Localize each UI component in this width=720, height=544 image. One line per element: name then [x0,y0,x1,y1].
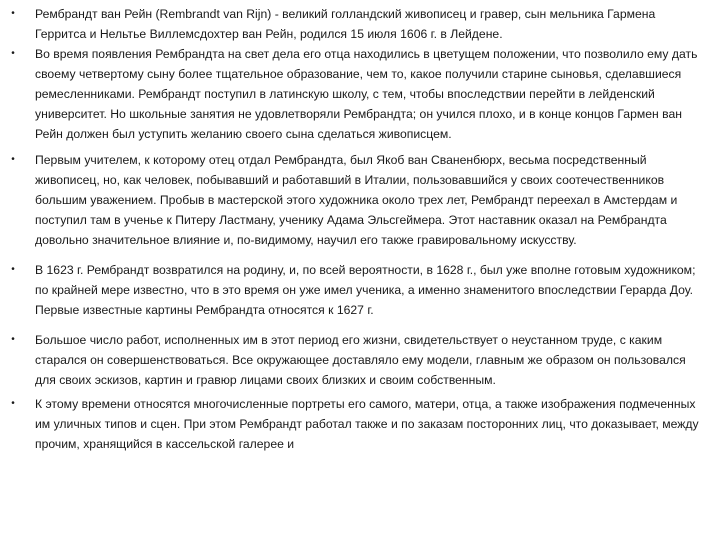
paragraph-text: В 1623 г. Рембрандт возвратился на родину, и, по всей вероятности, в 1628 г., был уже вполне готовым художником; по крайней мере известно, что в это время он уже имел ученика, а именно знаменитого впоследствии Герарда Доу. Первые известные картины Рембрандта относятся к 1627 г. [35,263,696,317]
bullet-icon: • [11,154,15,165]
paragraph-text: Большое число работ, исполненных им в этот период его жизни, свидетельствует о неустанном труде, с каким старался он совершенствоваться. Все окружающее доставляло ему модели, главным же образом он пользовался для своих эскизов, картин и гравюр лицами своих близких и своим собственным. [35,333,686,387]
paragraph-text: Рембрандт ван Рейн (Rembrandt van Rijn) - великий голландский живописец и гравер, сын мельника Гармена Герритса и Нельтье Виллемсдохтер ван Рейн, родился 15 июля 1606 г. в Лейдене. [35,7,656,41]
bullet-icon: • [11,334,15,345]
paragraph-text: Первым учителем, к которому отец отдал Рембрандта, был Якоб ван Сваненбюрх, весьма посредственный живописец, но, как человек, побывавший и работавший в Италии, пользовавшийся у своих соотечественников большим уважением. Пробыв в мастерской этого художника около трех лет, Рембрандт переехал в Амстердам и поступил там в ученье к Питеру Ластману, ученику Адама Эльсгеймера. Этот наставник оказал на Рембрандта довольно значительное влияние и, по-видимому, научил его также гравировальному искусству. [35,153,678,247]
list-item [8,4,702,44]
bullet-icon: • [11,48,15,59]
bullet-icon: • [11,398,15,409]
list-item [8,330,702,390]
list-item [8,394,702,454]
bullet-icon: • [11,8,15,19]
bullet-icon: • [11,264,15,275]
paragraph-text: Во время появления Рембрандта на свет дела его отца находились в цветущем положении, что позволило ему дать своему четвертому сыну более тщательное образование, чем то, какое получили старине сыновья, сделавшиеся ремесленниками. Рембрандт поступил в латинскую школу, с тем, чтобы впоследствии перейти в лейденский университет. Но школьные занятия не удовлетворяли Рембрандта; он учился плохо, и в конце концов Гармен ван Рейн должен был уступить желанию своего сына сделаться живописцем. [35,47,698,141]
list-item [8,150,702,250]
list-item [8,260,702,320]
document-page [0,4,720,544]
list-item [8,44,702,144]
bullet-list [8,4,702,454]
paragraph-text: К этому времени относятся многочисленные портреты его самого, матери, отца, а также изображения подмеченных им уличных типов и сцен. При этом Рембрандт работал также и по заказам посторонних лиц, что доказывает, между прочим, хранящийся в кассельской галерее и [35,397,699,451]
